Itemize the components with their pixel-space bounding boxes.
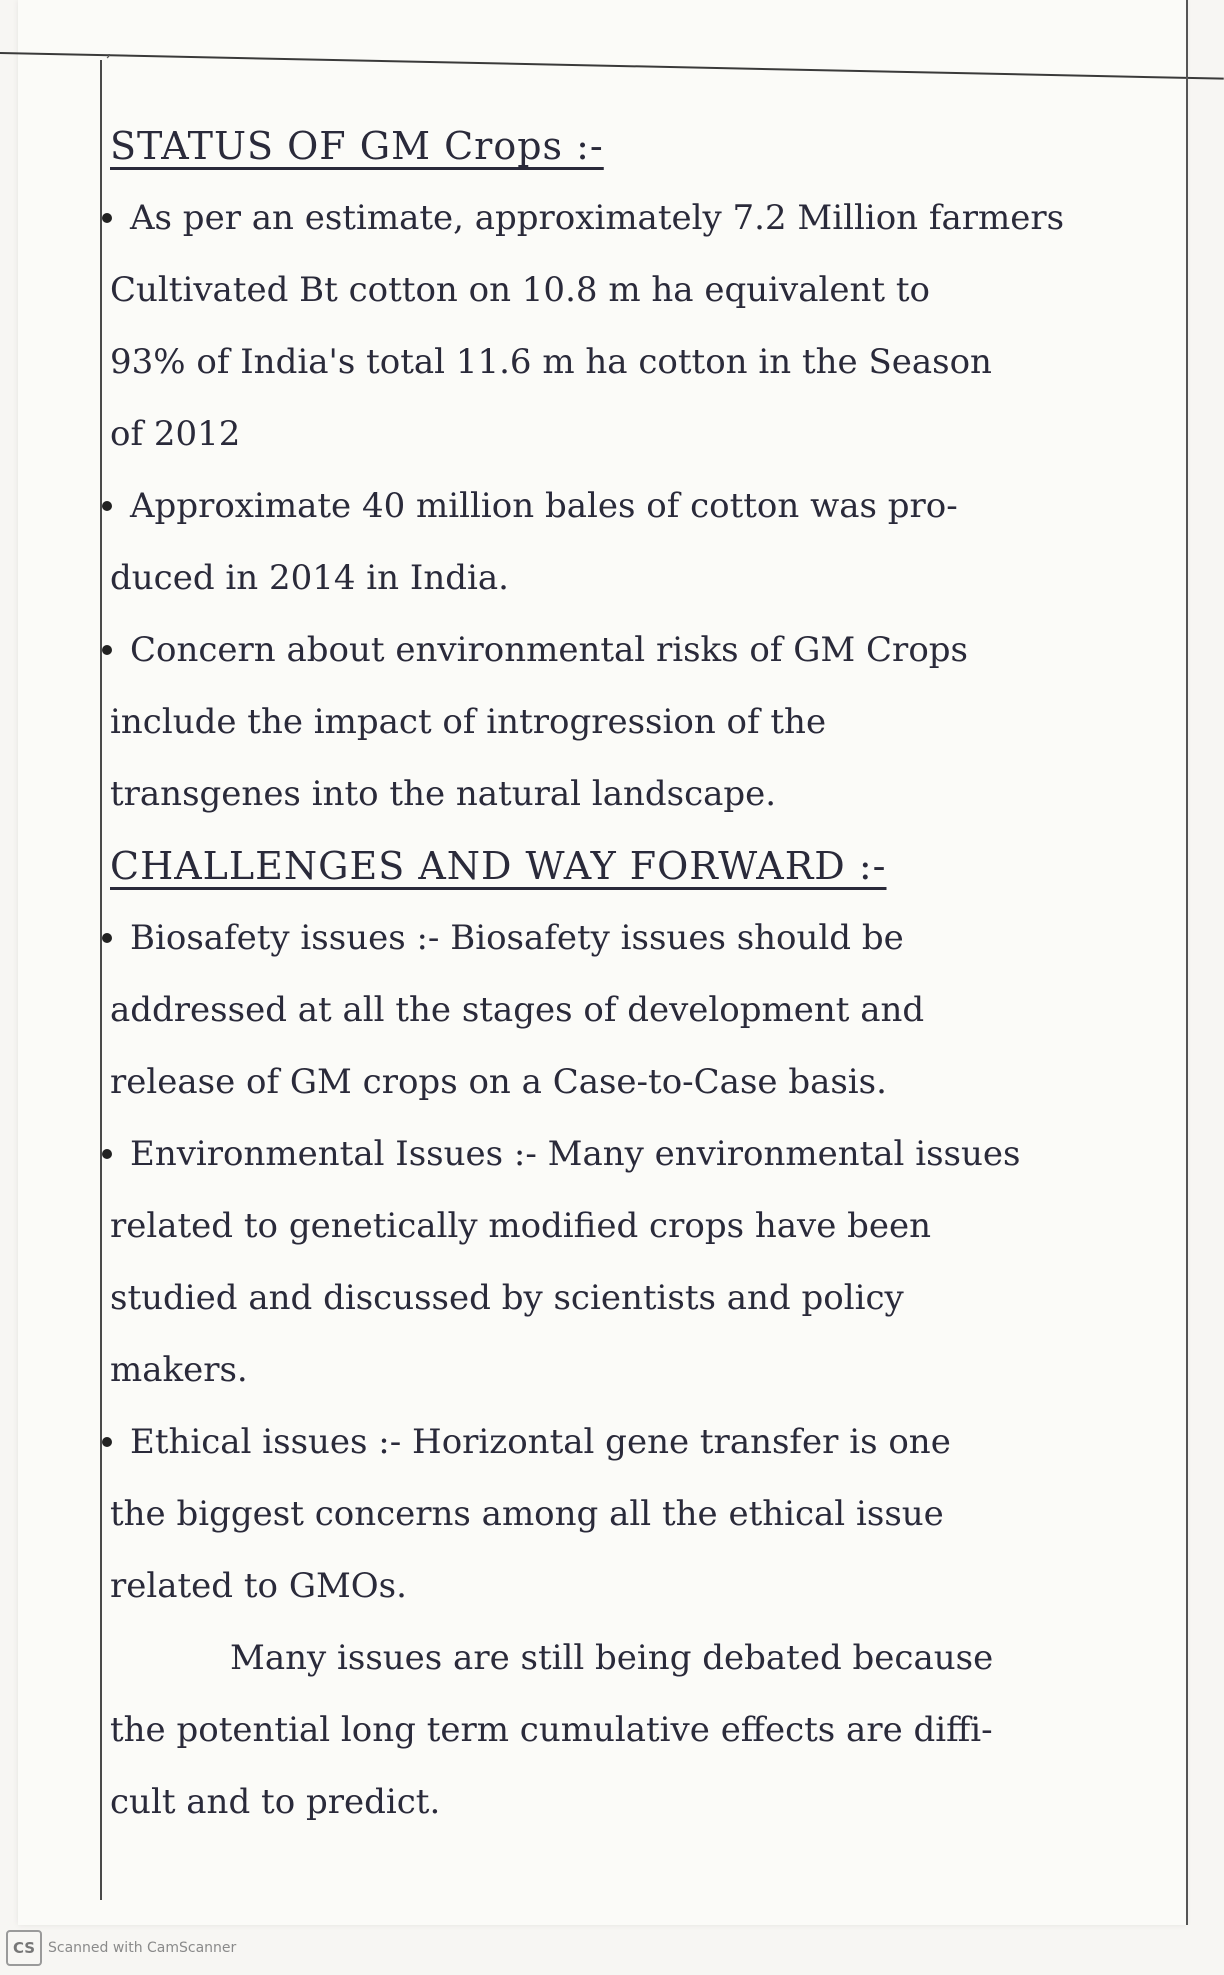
list-item bbox=[110, 1118, 1180, 1190]
note-line: release of GM crops on a Case-to-Case basis. bbox=[110, 1062, 887, 1102]
note-line: As per an estimate, approximately 7.2 Million farmers bbox=[130, 198, 1065, 238]
note-line: studied and discussed by scientists and policy bbox=[110, 1278, 904, 1318]
corner-tick-mark: , bbox=[106, 40, 112, 61]
note-line: Biosafety issues :- Biosafety issues should be bbox=[130, 918, 904, 958]
heading-challenges-and-way-forward: CHALLENGES AND WAY FORWARD :- bbox=[110, 844, 887, 888]
note-line: the potential long term cumulative effects are diffi- bbox=[110, 1710, 993, 1750]
scanner-caption: Scanned with CamScanner bbox=[48, 1940, 237, 1956]
note-line: makers. bbox=[110, 1350, 248, 1390]
list-item bbox=[110, 470, 1180, 542]
note-line: Ethical issues :- Horizontal gene transfer is one bbox=[130, 1422, 951, 1462]
note-line: transgenes into the natural landscape. bbox=[110, 774, 777, 814]
note-line: the biggest concerns among all the ethical issue bbox=[110, 1494, 944, 1534]
right-page-edge bbox=[1186, 0, 1188, 1925]
note-line: Environmental Issues :- Many environmental issues bbox=[130, 1134, 1021, 1174]
bullet-icon bbox=[102, 1149, 112, 1159]
note-line: addressed at all the stages of development and bbox=[110, 990, 925, 1030]
note-line: 93% of India's total 11.6 m ha cotton in the Season bbox=[110, 342, 992, 382]
note-line: related to genetically modified crops have been bbox=[110, 1206, 932, 1246]
list-item bbox=[110, 614, 1180, 686]
note-line: include the impact of introgression of the bbox=[110, 702, 827, 742]
note-line: related to GMOs. bbox=[110, 1566, 407, 1606]
note-line: Many issues are still being debated because bbox=[230, 1638, 994, 1678]
list-item bbox=[110, 182, 1180, 254]
note-line: of 2012 bbox=[110, 414, 241, 454]
bullet-icon bbox=[102, 933, 112, 943]
bullet-icon bbox=[102, 501, 112, 511]
handwritten-notes bbox=[110, 110, 1180, 1838]
bullet-icon bbox=[102, 213, 112, 223]
list-item bbox=[110, 1406, 1180, 1478]
note-line: Cultivated Bt cotton on 10.8 m ha equivalent to bbox=[110, 270, 930, 310]
bullet-icon bbox=[102, 645, 112, 655]
left-margin-line bbox=[100, 60, 102, 1900]
note-line: cult and to predict. bbox=[110, 1782, 441, 1822]
heading-status-of-gm-crops: STATUS OF GM Crops :- bbox=[110, 124, 604, 168]
list-item bbox=[110, 902, 1180, 974]
scanner-watermark bbox=[6, 1930, 236, 1966]
bullet-icon bbox=[102, 1437, 112, 1447]
note-line: Concern about environmental risks of GM Crops bbox=[130, 630, 968, 670]
note-line: duced in 2014 in India. bbox=[110, 558, 509, 598]
camscanner-logo-icon: CS bbox=[6, 1930, 42, 1966]
note-line: Approximate 40 million bales of cotton was pro- bbox=[130, 486, 958, 526]
